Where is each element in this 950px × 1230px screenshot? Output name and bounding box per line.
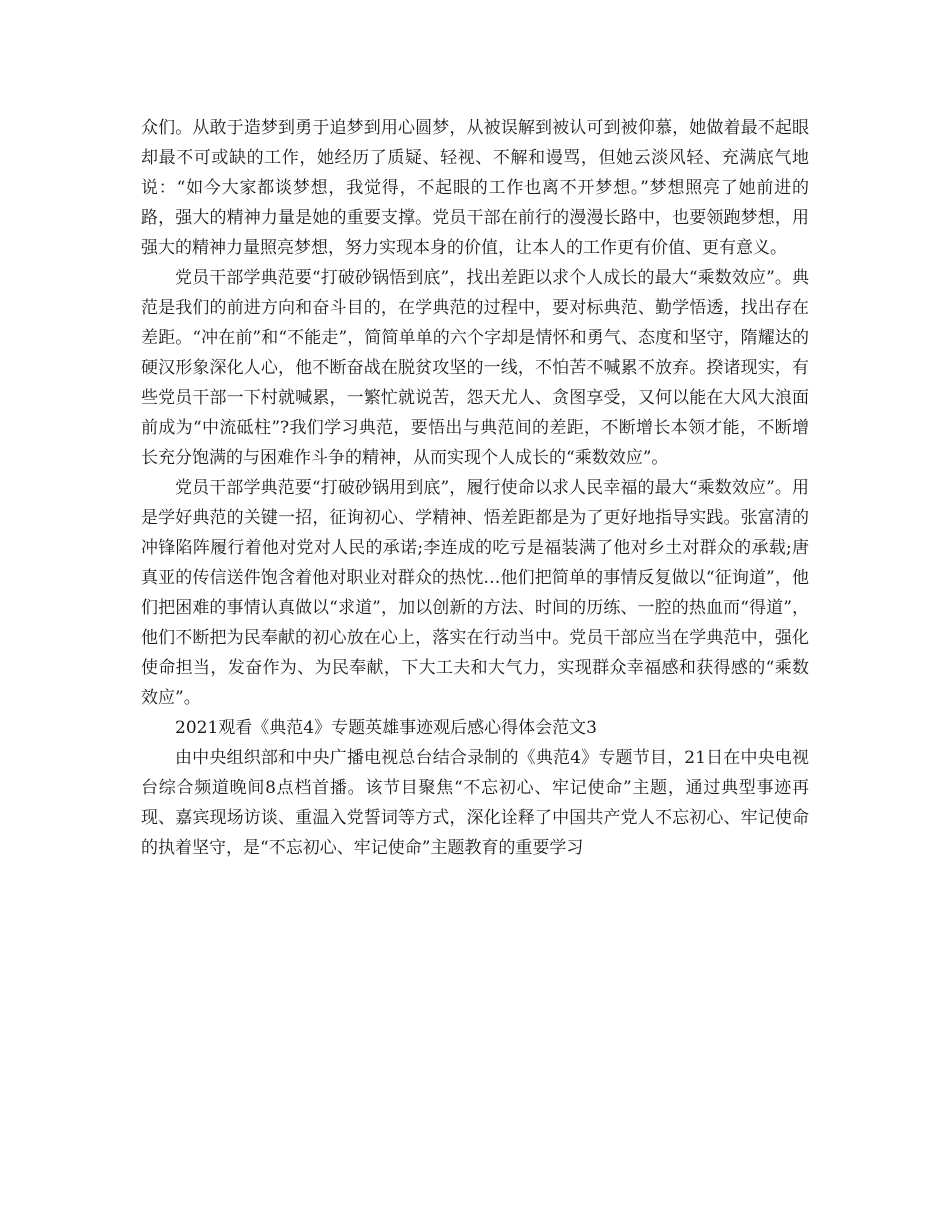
paragraph-dig-deep-understand: 党员干部学典范要“打破砂锅悟到底”，找出差距以求个人成长的最大“乘数效应”。典范是我们的前进方向和奋斗目的，在学典范的过程中，要对标典范、勤学悟透，找出存在差距。“冲在前”和“不能走”，简简单单的六个字却是情怀和勇气、态度和坚守，隋耀达的硬汉形象深化人心，他不断奋战在脱贫攻坚的一线，不怕苦不喊累不放弃。揆诸现实，有些党员干部一下村就喊累，一繁忙就说苦，怨天尤人、贪图享受，又何以能在大风大浪面前成为“中流砥柱”?我们学习典范，要悟出与典范间的差距，不断增长本领才能，不断增长充分饱满的与困难作斗争的精神，从而实现个人成长的“乘数效应”。 xyxy=(141,268,809,468)
section-heading: 2021观看《典范4》专题英雄事迹观后感心得体会范文3 xyxy=(175,718,597,738)
paragraph-program-intro: 由中央组织部和中央广播电视总台结合录制的《典范4》专题节目，21日在中央电视台综合频道晚间8点档首播。该节目聚焦“不忘初心、牢记使命”主题，通过典型事迹再现、嘉宾现场访谈、重温入党誓词等方式，深化诠释了中国共产党人不忘初心、牢记使命的执着坚守，是“不忘初心、牢记使命”主题教育的重要学习 xyxy=(141,748,809,858)
document-body xyxy=(141,113,809,863)
paragraph-dig-deep-apply: 党员干部学典范要“打破砂锅用到底”，履行使命以求人民幸福的最大“乘数效应”。用是学好典范的关键一招，征询初心、学精神、悟差距都是为了更好地指导实践。张富清的冲锋陷阵履行着他对党对人民的承诺;李连成的吃亏是福装满了他对乡土对群众的承载;唐真亚的传信送件饱含着他对职业对群众的热忱…他们把简单的事情反复做以“征询道”，他们把困难的事情认真做以“求道”，加以创新的方法、时间的历练、一腔的热血而“得道”，他们不断把为民奉献的初心放在心上，落实在行动当中。党员干部应当在学典范中，强化使命担当，发奋作为、为民奉献，下大工夫和大气力，实现群众幸福感和获得感的“乘数效应”。 xyxy=(141,478,809,708)
paragraph-continuation: 众们。从敢于造梦到勇于追梦到用心圆梦，从被误解到被认可到被仰慕，她做着最不起眼却最不可或缺的工作，她经历了质疑、轻视、不解和谩骂，但她云淡风轻、充满底气地说：“如今大家都谈梦想，我觉得，不起眼的工作也离不开梦想。”梦想照亮了她前进的路，强大的精神力量是她的重要支撑。党员干部在前行的漫漫长路中，也要领跑梦想，用强大的精神力量照亮梦想，努力实现本身的价值，让本人的工作更有价值、更有意义。 xyxy=(141,118,809,258)
